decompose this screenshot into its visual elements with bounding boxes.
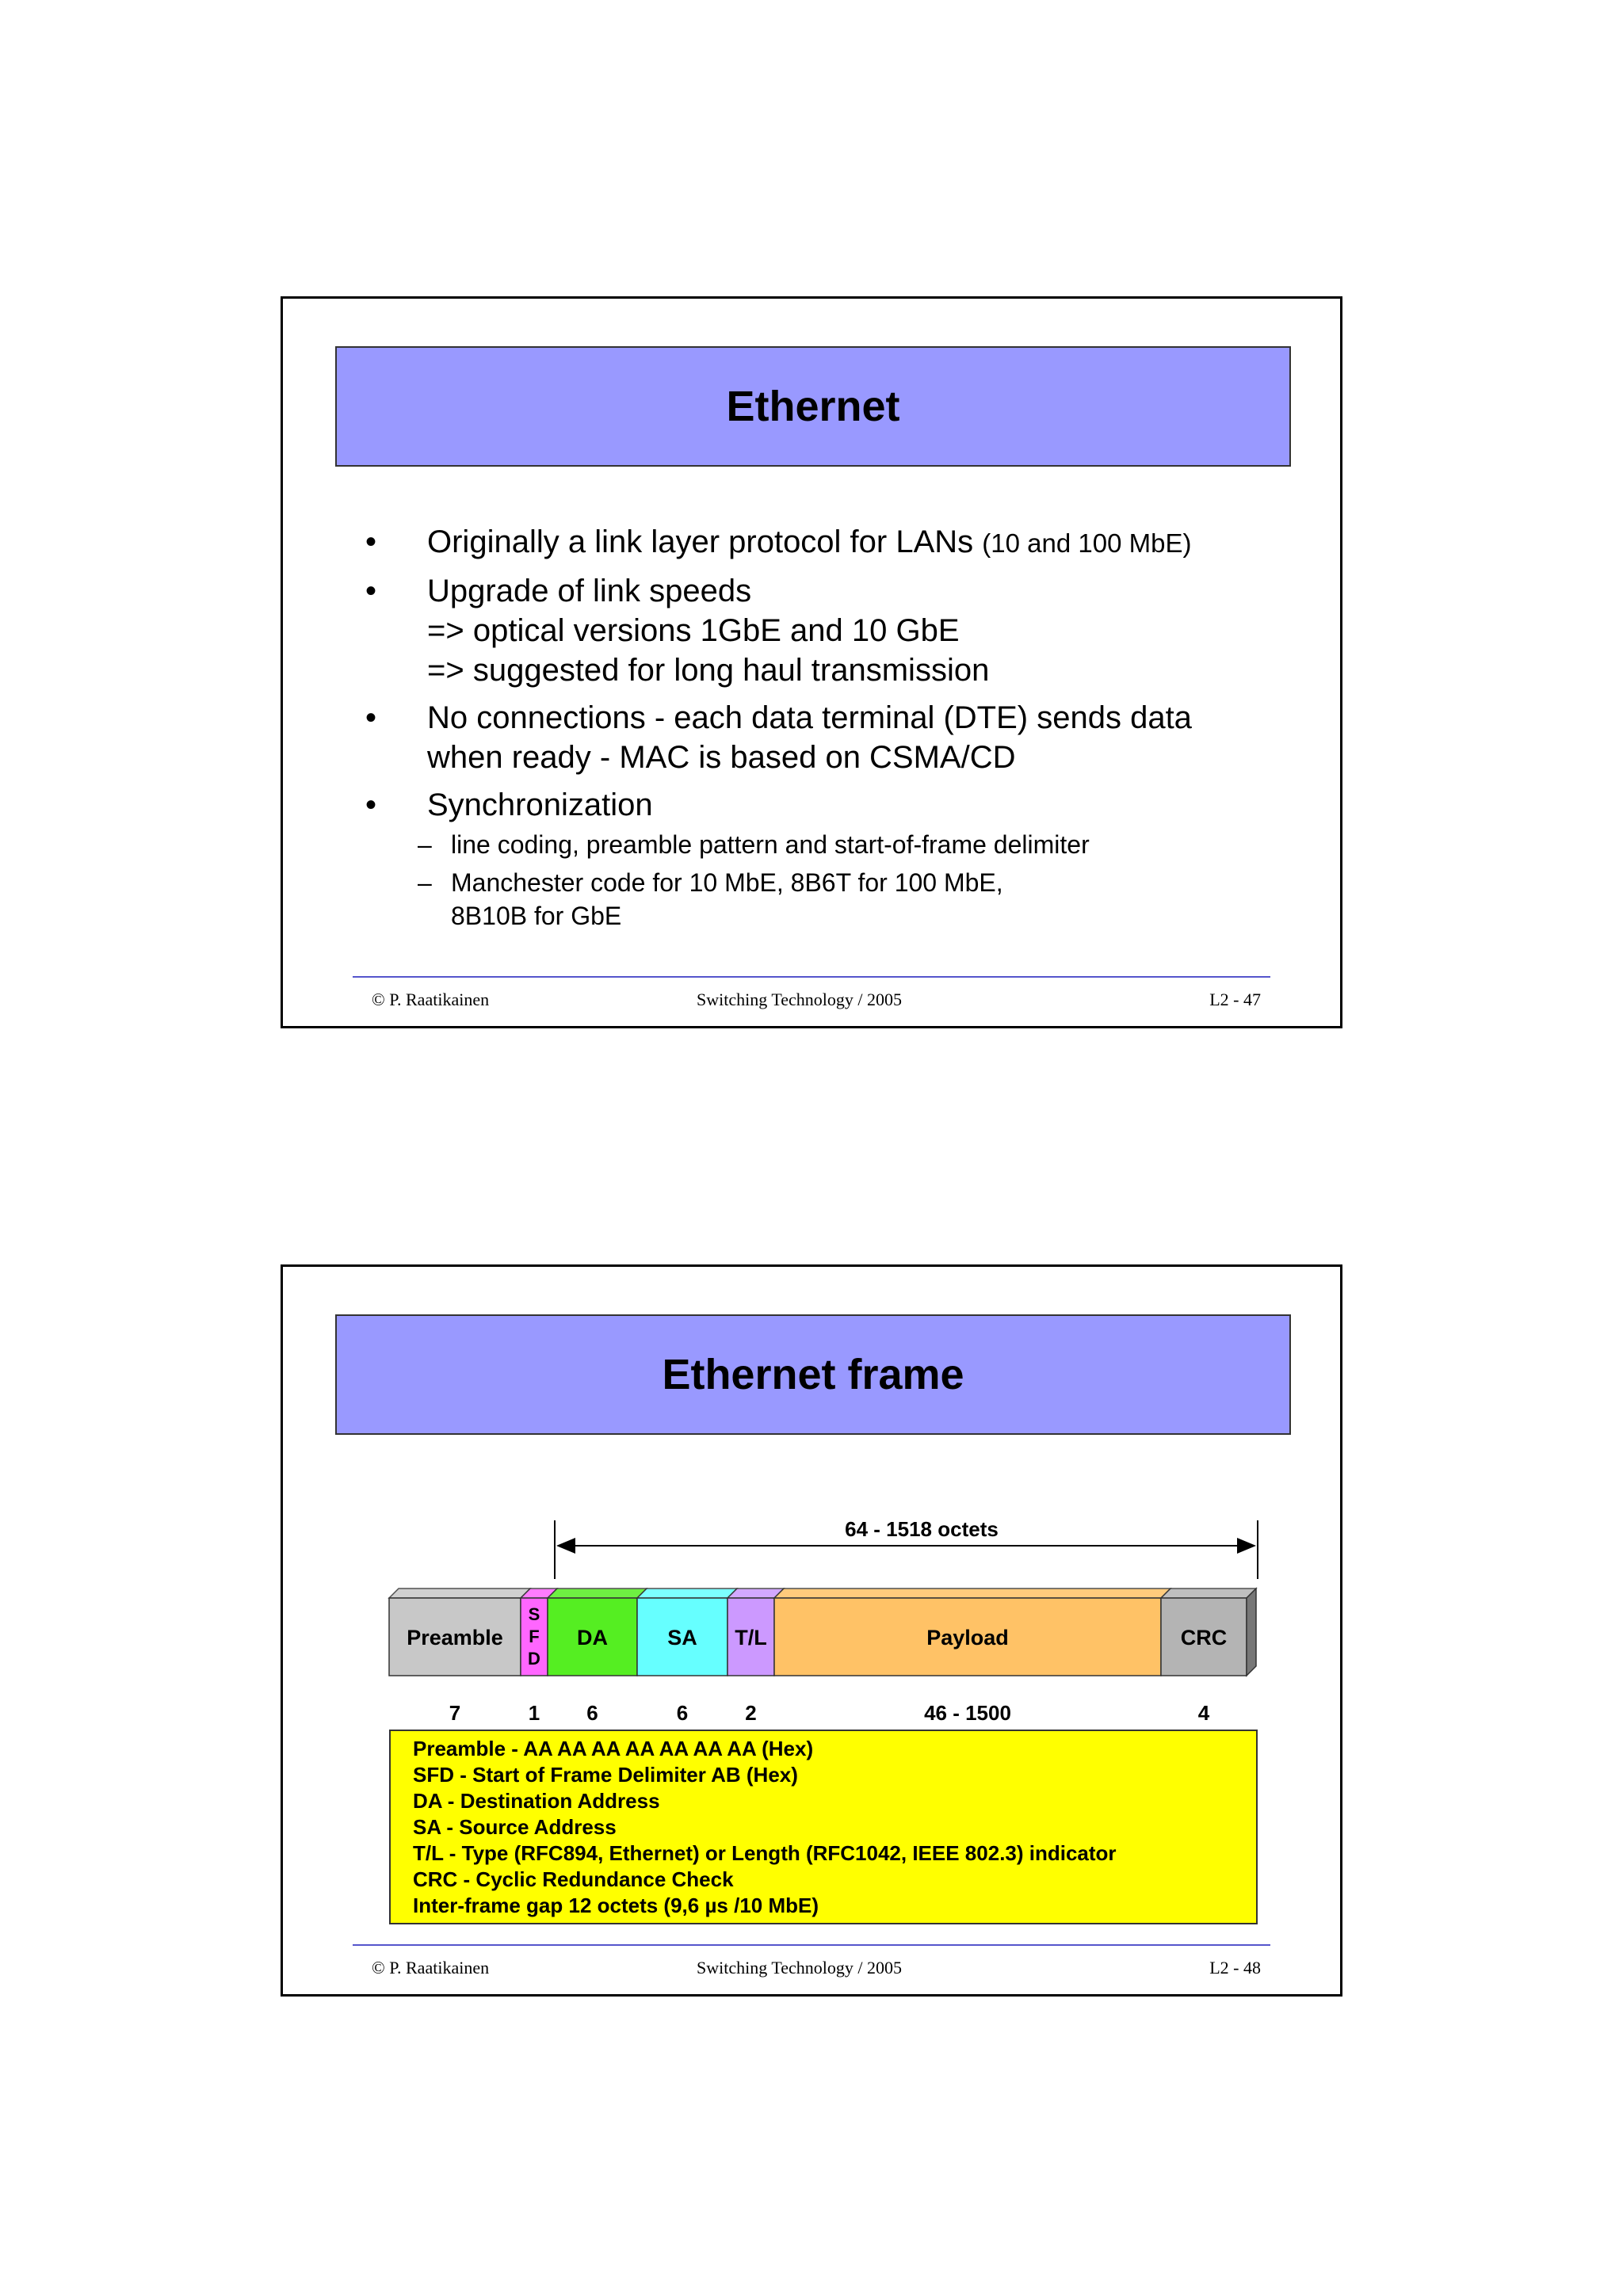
footer-page-number: L2 - 47 — [1209, 990, 1261, 1009]
legend-line: SFD - Start of Frame Delimiter AB (Hex) — [413, 1763, 798, 1787]
bullet-item — [362, 522, 1266, 563]
frame-field-payload — [774, 1589, 1170, 1725]
sub-bullet-text: line coding, preamble pattern and start-of-frame delimiter — [451, 830, 1090, 859]
footer-course: Switching Technology / 2005 — [697, 1958, 902, 1978]
field-octets: 1 — [528, 1701, 540, 1725]
bullet-text: Upgrade of link speeds — [427, 574, 752, 608]
footer-page-number: L2 - 48 — [1209, 1958, 1261, 1978]
field-label: CRC — [1180, 1626, 1228, 1650]
field-octets: 6 — [676, 1701, 689, 1725]
bullet-dot: • — [365, 524, 377, 559]
field-label: Payload — [926, 1626, 1009, 1650]
field-octets: 6 — [586, 1701, 598, 1725]
slide-title: Ethernet frame — [335, 1314, 1291, 1435]
slide-ethernet-frame — [281, 1264, 1342, 1997]
field-side-face — [1247, 1589, 1256, 1676]
footer-divider — [353, 976, 1270, 978]
footer-author: © P. Raatikainen — [372, 990, 490, 1009]
sub-bullet-dash: – — [418, 830, 432, 859]
field-octets: 46 - 1500 — [924, 1701, 1011, 1725]
bullet-text: Originally a link layer protocol for LANs — [427, 524, 974, 559]
legend-line: T/L - Type (RFC894, Ethernet) or Length (RFC1042, IEEE 802.3) indicator — [413, 1841, 1117, 1865]
field-label: Preamble — [407, 1626, 503, 1650]
bullet-item — [362, 571, 1266, 690]
legend-line: DA - Destination Address — [413, 1789, 660, 1813]
field-top-face — [774, 1589, 1170, 1598]
field-top-face — [637, 1589, 737, 1598]
frame-field-preamble — [389, 1589, 530, 1725]
sub-bullet-text: Manchester code for 10 MbE, 8B6T for 100 MbE, — [451, 868, 1003, 897]
legend-line: Inter-frame gap 12 octets (9,6 µs /10 MbE) — [413, 1894, 819, 1917]
frame-fields — [389, 1589, 1256, 1725]
field-top-face — [548, 1589, 647, 1598]
field-octets: 2 — [745, 1701, 757, 1725]
field-label-char: D — [528, 1649, 540, 1669]
footer-author: © P. Raatikainen — [372, 1958, 490, 1978]
field-octets: 7 — [449, 1701, 461, 1725]
span-label: 64 - 1518 octets — [845, 1517, 999, 1541]
bullet-dot: • — [365, 574, 377, 608]
bullet-dot: • — [365, 700, 377, 735]
sub-bullet-item — [362, 866, 1266, 933]
field-label: T/L — [735, 1626, 767, 1650]
frame-field-crc — [1161, 1589, 1256, 1725]
bullet-text: when ready - MAC is based on CSMA/CD — [427, 740, 1016, 775]
bullet-text: => suggested for long haul transmission — [427, 653, 990, 688]
bullet-dot: • — [365, 788, 377, 822]
bullet-item — [362, 785, 1266, 825]
field-label-char: F — [529, 1627, 540, 1646]
sub-bullet-dash: – — [418, 868, 432, 897]
sub-bullet-item — [362, 828, 1266, 861]
footer-course: Switching Technology / 2005 — [697, 990, 902, 1009]
frame-field-da — [548, 1589, 647, 1725]
bullet-list — [362, 522, 1266, 937]
legend-line: SA - Source Address — [413, 1815, 617, 1839]
bullet-text: No connections - each data terminal (DTE) sends data — [427, 700, 1192, 735]
slide-ethernet — [281, 296, 1342, 1028]
bullet-text-note: (10 and 100 MbE) — [982, 528, 1192, 558]
field-label: SA — [667, 1626, 697, 1650]
sub-bullet-text: 8B10B for GbE — [451, 902, 622, 930]
legend-line: CRC - Cyclic Redundance Check — [413, 1867, 734, 1891]
legend-line: Preamble - AA AA AA AA AA AA AA (Hex) — [413, 1737, 814, 1760]
frame-field-sa — [637, 1589, 737, 1725]
bullet-text: => optical versions 1GbE and 10 GbE — [427, 613, 960, 648]
field-top-face — [389, 1589, 530, 1598]
field-label: DA — [577, 1626, 608, 1650]
field-label-char: S — [528, 1604, 540, 1624]
bullet-text: Synchronization — [427, 788, 653, 822]
field-octets: 4 — [1197, 1701, 1210, 1725]
legend-box — [389, 1730, 1258, 1924]
field-top-face — [1161, 1589, 1256, 1598]
footer-divider — [353, 1944, 1270, 1946]
bullet-item — [362, 698, 1266, 777]
slide-title: Ethernet — [335, 346, 1291, 467]
